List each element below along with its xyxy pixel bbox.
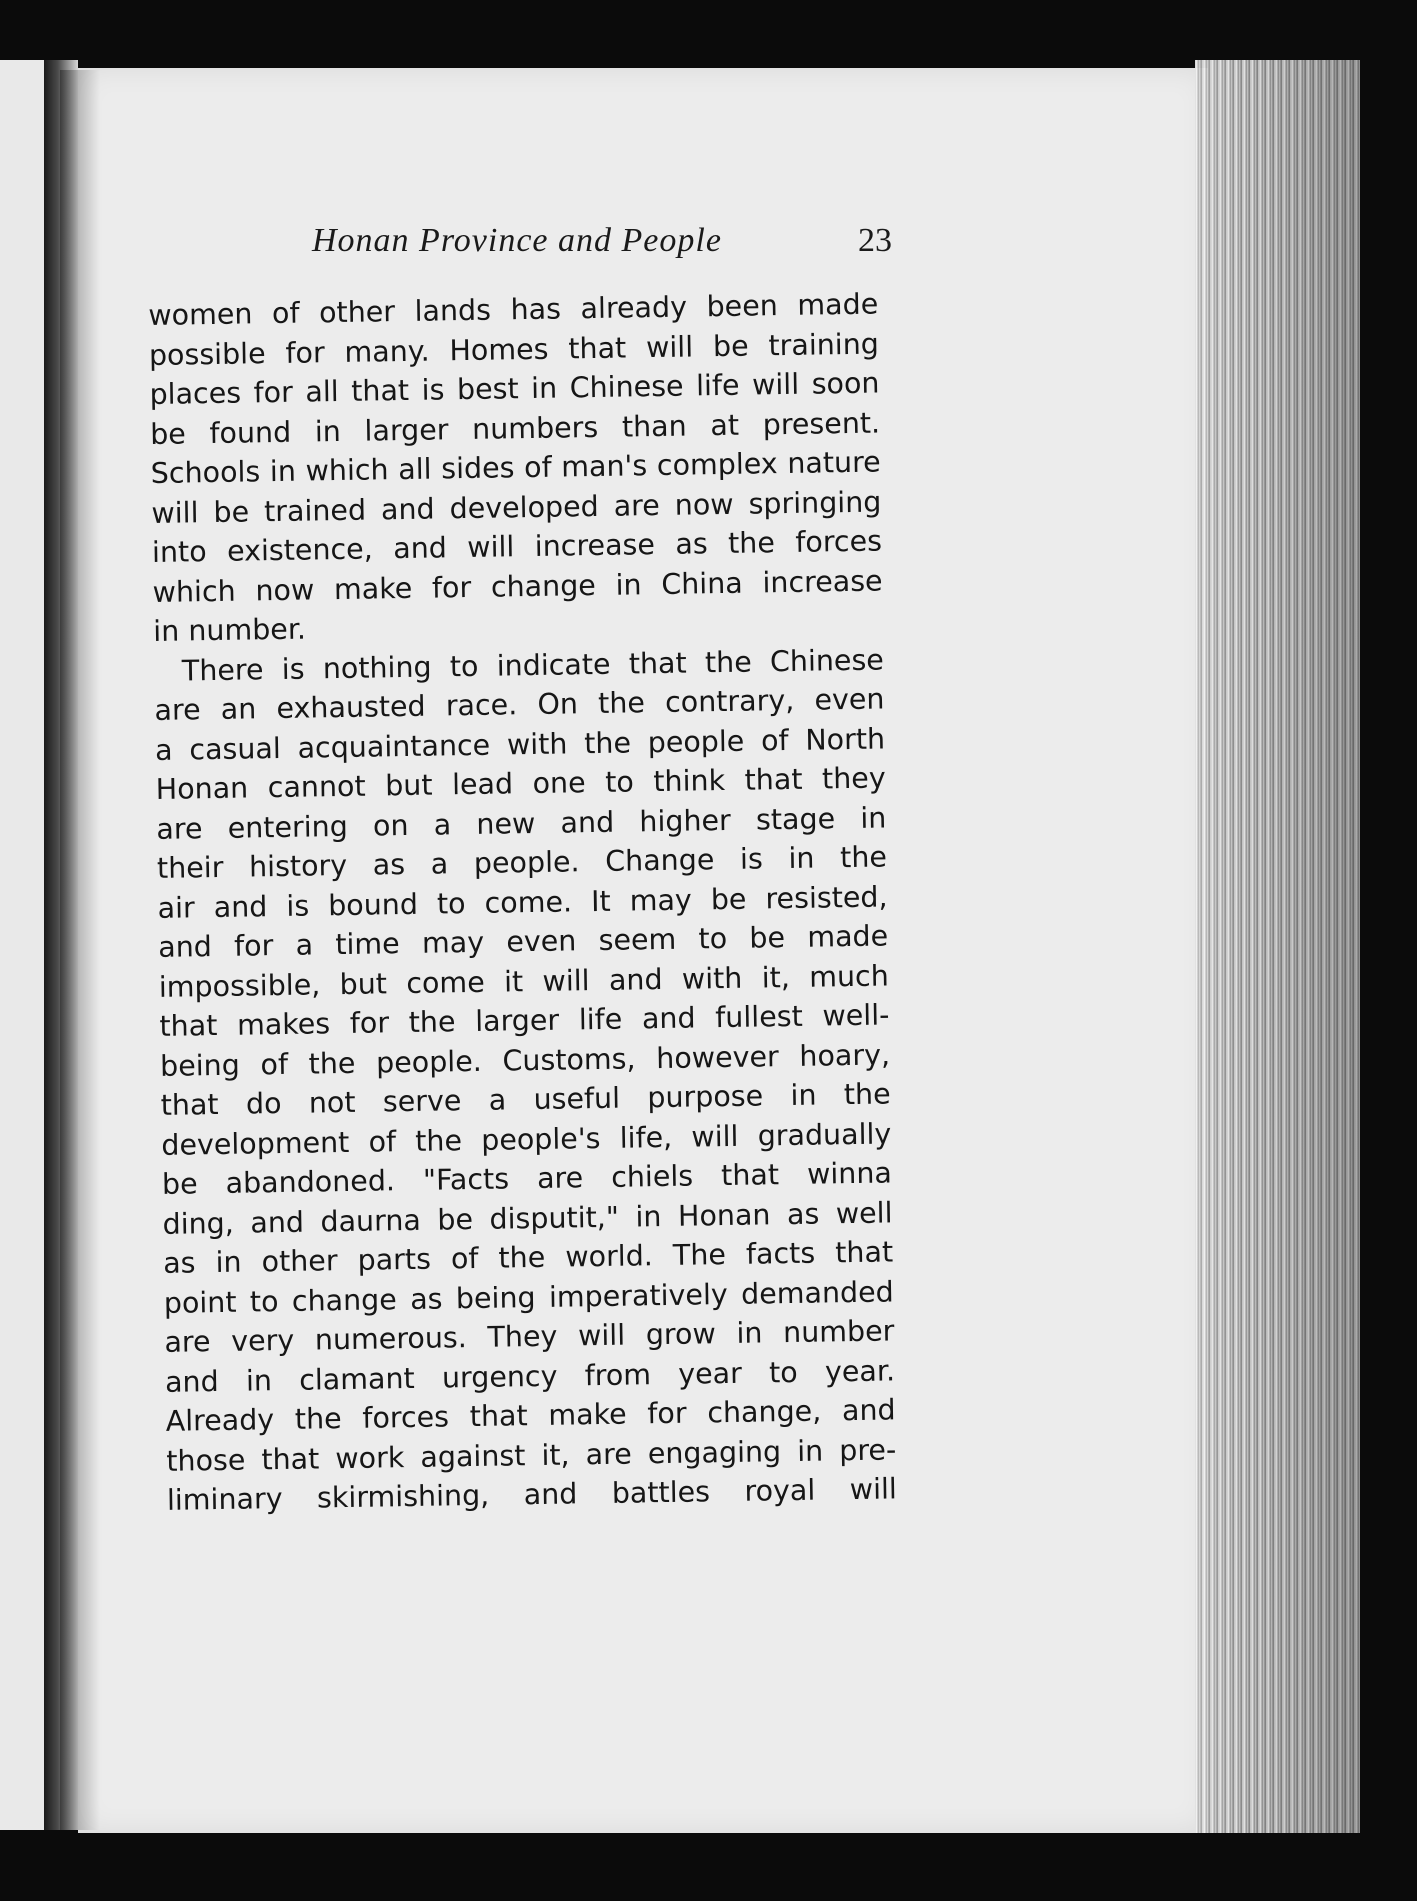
text-line: impossible, but come it will and with it, much: [158, 958, 890, 1004]
text-line: are very numerous. They will grow in number: [164, 1314, 895, 1359]
text-line: possible for many. Homes that will be training: [148, 327, 880, 372]
text-line: Already the forces that make for change, and: [165, 1393, 896, 1438]
text-line: will be trained and developed are now springing: [151, 485, 882, 530]
text-line: that do not serve a useful purpose in the: [160, 1077, 891, 1122]
page-header: [312, 222, 892, 272]
text-line: in number.: [153, 612, 307, 648]
text-line: Honan cannot but lead one to think that they: [155, 761, 886, 806]
text-line: liminary skirmishing, and battles royal will: [166, 1472, 898, 1517]
text-line: places for all that is best in Chinese life will soon: [149, 366, 880, 411]
text-line: Schools in which all sides of man's complex nature: [150, 445, 881, 490]
text-line: development of the people's life, will gradually: [161, 1116, 892, 1162]
text-line: be abandoned. "Facts are chiels that winna: [161, 1156, 893, 1201]
gutter-shadow: [60, 70, 100, 1830]
text-line: and in clamant urgency from year to year.: [164, 1353, 896, 1399]
text-line: be found in larger numbers than at present.: [149, 406, 881, 451]
text-line: are entering on a new and higher stage in: [156, 800, 887, 846]
text-line: are an exhausted race. On the contrary, even: [154, 682, 885, 727]
text-line: those that work against it, are engaging in pre-: [166, 1432, 897, 1478]
text-line: point to change as being imperatively demanded: [163, 1274, 894, 1320]
text-line: air and is bound to come. It may be resisted,: [157, 879, 888, 925]
text-line: ding, and daurna be disputit," in Honan as well: [162, 1195, 893, 1241]
text-line: There is nothing to indicate that the Chinese: [181, 642, 885, 688]
text-line: their history as a people. Change is in the: [156, 840, 888, 885]
text-line: being of the people. Customs, however hoary,: [159, 1037, 891, 1083]
text-line: into existence, and will increase as the forces: [151, 524, 883, 569]
text-line: a casual acquaintance with the people of North: [154, 721, 886, 767]
scan-background: [0, 1833, 1417, 1901]
body-text: [148, 285, 897, 1521]
text-line: that makes for the larger life and fullest well-: [159, 998, 890, 1043]
text-line: as in other parts of the world. The facts that: [162, 1235, 894, 1280]
running-head: Honan Province and People: [312, 222, 722, 259]
text-line: women of other lands has already been made: [148, 287, 879, 332]
text-line: which now make for change in China increase: [152, 563, 883, 609]
page-number: 23: [858, 222, 892, 259]
text-line: and for a time may even seem to be made: [157, 919, 889, 964]
page-edge-shading: [1195, 60, 1360, 1845]
